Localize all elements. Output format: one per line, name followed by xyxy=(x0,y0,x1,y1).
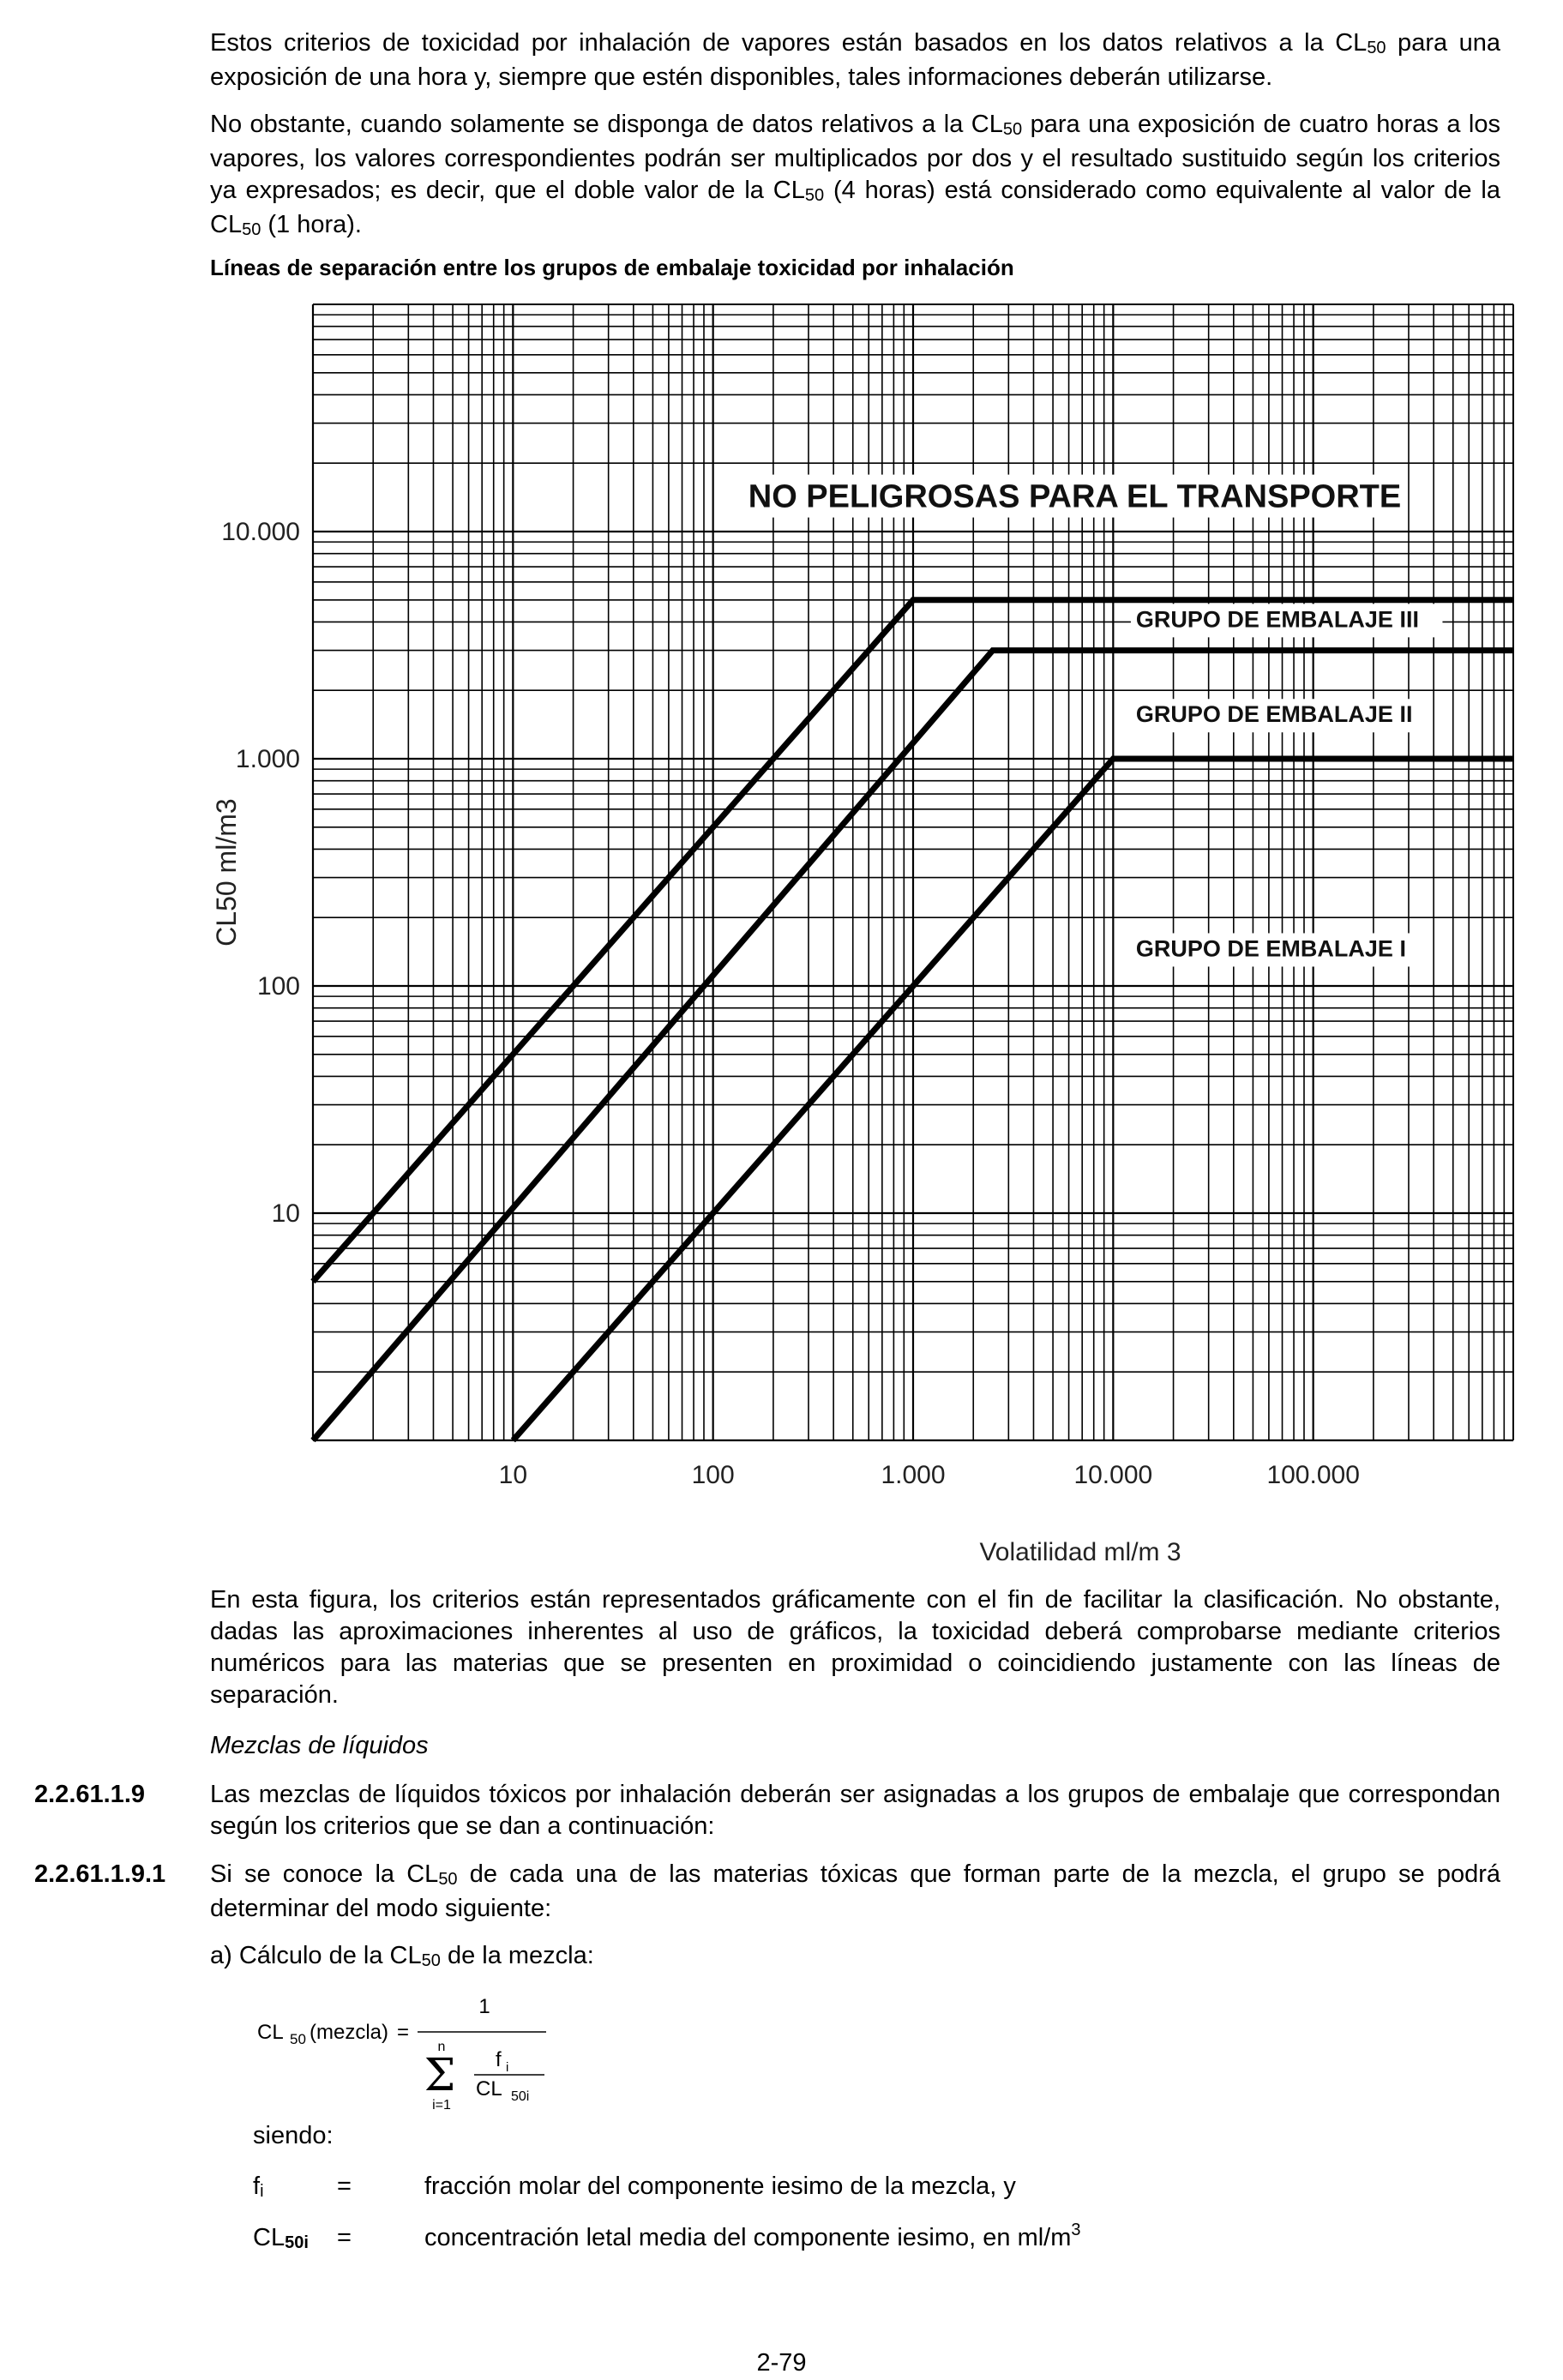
formula-frac-den-sub: 50i xyxy=(511,2089,530,2104)
formula-frac-num-sub: i xyxy=(506,2060,509,2075)
definition-symbol: fi xyxy=(253,2173,264,2201)
y-tick-label: 1.000 xyxy=(235,745,300,773)
section-9-text: Las mezclas de líquidos tóxicos por inhalación deberán ser asignadas a los grupos de embalaje que correspondan según los criterios que se dan a continuación: xyxy=(210,1781,1500,1840)
series-line xyxy=(513,759,1513,1440)
toxicity-chart xyxy=(197,296,1535,1573)
item-a: a) Cálculo de la CL50 de la mezcla: xyxy=(210,1942,594,1970)
paragraph-intro: Estos criterios de toxicidad por inhalación de vapores están basados en los datos relativos a la CL50 para una exposición de una hora y, siempre que estén disponibles, tales informaciones deberán utilizarse. xyxy=(210,29,1500,91)
formula-frac-den: CL xyxy=(476,2077,502,2101)
paragraph-four-hours: No obstante, cuando solamente se disponga de datos relativos a la CL50 para una exposición de cuatro horas a los vapores, los valores correspondientes podrán ser multiplicados por dos y el resultado sustituido según los criterios ya expresados; es decir, que el doble valor de la CL50 (4 horas) está considerado como equivalente al valor de la CL50 (1 hora). xyxy=(210,111,1500,239)
chart-title: NO PELIGROSAS PARA EL TRANSPORTE xyxy=(748,478,1402,515)
figure-caption: Líneas de separación entre los grupos de embalaje toxicidad por inhalación xyxy=(210,255,1014,280)
y-tick-label: 10.000 xyxy=(221,518,300,546)
formula-equals: = xyxy=(397,2021,410,2044)
definition-equals: = xyxy=(337,2224,352,2251)
definition-equals: = xyxy=(337,2173,352,2200)
definition-text: concentración letal media del componente iesimo, en $ml/m^3$ xyxy=(424,2221,1081,2251)
x-tick-label: 100.000 xyxy=(1266,1461,1360,1489)
section-number-9-1: 2.2.61.1.9.1 xyxy=(34,1860,166,1888)
x-tick-label: 10 xyxy=(498,1461,528,1489)
mixture-formula xyxy=(253,1987,596,2116)
siendo-label: siendo: xyxy=(253,2122,334,2149)
definition-text: fracción molar del componente iesimo de la mezcla, y xyxy=(424,2173,1016,2200)
y-axis-label: CL50 ml/m3 xyxy=(211,798,242,947)
paragraph-figure-note: En esta figura, los criterios están representados gráficamente con el fin de facilitar la clasificación. No obstante, dadas las aproximaciones inherentes al uso de gráficos, la toxicidad deberá comprobarse mediante criterios numéricos para las materias que se presenten en proximidad o coincidiendo justamente con las líneas de separación. xyxy=(210,1586,1500,1709)
page-number: 2-79 xyxy=(756,2349,807,2377)
definition-symbol: CL50i xyxy=(253,2224,309,2252)
formula-lhs-sub: 50 xyxy=(290,2031,306,2047)
x-tick-label: 10.000 xyxy=(1073,1461,1153,1489)
formula-sigma: Σ xyxy=(424,2050,456,2101)
x-tick-label: 1.000 xyxy=(881,1461,946,1489)
region-label-grupo-iii: GRUPO DE EMBALAJE III xyxy=(1135,606,1419,633)
formula-lhs-arg: (mezcla) xyxy=(310,2021,389,2044)
formula-sum-top: n xyxy=(437,2040,446,2054)
heading-mezclas: Mezclas de líquidos xyxy=(210,1732,429,1759)
section-9-1-text: Si se conoce la CL50 de cada una de las materias tóxicas que forman parte de la mezcla, el grupo se podrá determinar del modo siguiente: xyxy=(210,1860,1500,1922)
formula-sum-bottom: i=1 xyxy=(432,2098,451,2113)
region-label-grupo-ii: GRUPO DE EMBALAJE II xyxy=(1135,701,1413,728)
y-tick-label: 100 xyxy=(256,972,300,1001)
formula-numerator: 1 xyxy=(478,1995,490,2018)
y-tick-label: 10 xyxy=(271,1199,300,1228)
section-number-9: 2.2.61.1.9 xyxy=(34,1781,145,1808)
formula-frac-num: f xyxy=(496,2048,502,2071)
x-tick-label: 100 xyxy=(691,1461,735,1489)
formula-lhs-cl: CL xyxy=(257,2021,284,2044)
x-axis-label: Volatilidad ml/m 3 xyxy=(979,1538,1181,1566)
region-label-grupo-i: GRUPO DE EMBALAJE I xyxy=(1135,935,1406,962)
